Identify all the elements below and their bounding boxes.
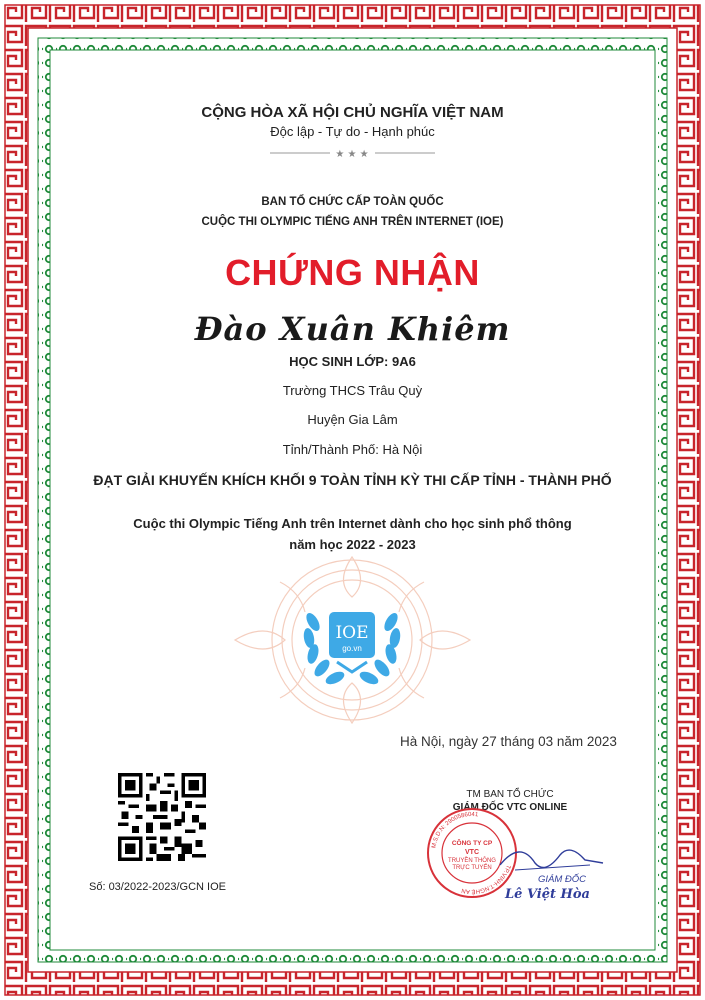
ioe-emblem [225,552,480,727]
stamp-place-text: TP.VINH-T.NGHỆ AN [460,863,511,895]
student-name: Đào Xuân Khiêm [194,310,511,348]
qr-code [118,773,206,861]
document-number: Số: 03/2022-2023/GCN IOE [89,881,226,893]
svg-text:CÔNG TY CP: CÔNG TY CP [451,840,493,847]
school-name: Trường THCS Trâu Quỳ [282,383,423,398]
organizer-line-2: CUỘC THI OLYMPIC TIẾNG ANH TRÊN INTERNET (IOE) [201,216,504,228]
province-name: Tỉnh/Thành Phố: Hà Nội [282,442,423,457]
svg-text:★ ★ ★: ★ ★ ★ [335,149,369,158]
district-name: Huyện Gia Lâm [307,412,398,427]
nation-heading: CỘNG HÒA XÃ HỘI CHỦ NGHĨA VIỆT NAM [201,104,504,121]
stamp-id-text: M.S.D.N: 2900586041 [431,811,479,849]
svg-text:VTC: VTC [465,849,479,856]
award-text: ĐẠT GIẢI KHUYẾN KHÍCH KHỐI 9 TOÀN TỈNH KỲ THI CẤP TỈNH - THÀNH PHỐ [93,472,612,488]
svg-text:TRỰC TUYẾN: TRỰC TUYẾN [452,865,492,871]
motto: Độc lập - Tự do - Hạnh phúc [270,124,435,139]
ioe-logo-domain: go.vn [342,644,362,653]
contest-description-line-1: Cuộc thi Olympic Tiếng Anh trên Internet dành cho học sinh phổ thông [133,516,572,531]
signer-title: GIÁM ĐỐC [538,874,587,885]
organizer-line-1: BAN TỔ CHỨC CẤP TOÀN QUỐC [261,196,444,208]
certificate-title: CHỨNG NHẬN [225,252,480,293]
ioe-logo-text: IOE [335,623,369,643]
signer-name: Lê Việt Hòa [505,887,590,902]
star-divider [270,148,435,158]
contest-description-line-2: năm học 2022 - 2023 [289,537,416,552]
issue-date: Hà Nội, ngày 27 tháng 03 năm 2023 [400,734,617,749]
svg-text:TRUYỀN THÔNG: TRUYỀN THÔNG [448,858,496,864]
signer-position: GIÁM ĐỐC VTC ONLINE [452,802,568,813]
signer-organization: TM BAN TỔ CHỨC [466,789,554,800]
student-class: HỌC SINH LỚP: 9A6 [289,354,416,369]
